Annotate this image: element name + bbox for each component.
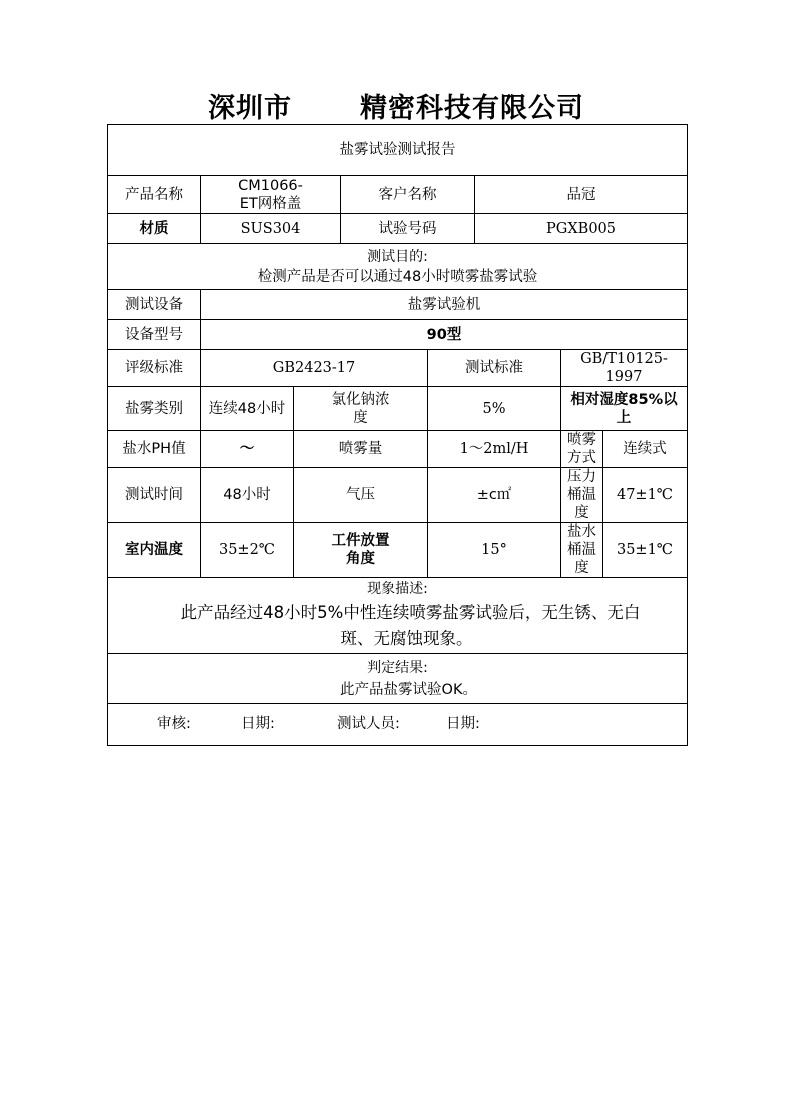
nacl-label-line2: 度 xyxy=(353,409,368,426)
pressure-bucket-temp-label xyxy=(561,468,603,523)
bucket-label-line2: 度 xyxy=(574,505,589,521)
description-section xyxy=(108,578,688,654)
workpiece-angle-value: 15° xyxy=(428,523,561,578)
customer-label: 客户名称 xyxy=(341,176,475,214)
angle-label-line1: 工件放置 xyxy=(331,533,390,549)
salt-label-line1: 盐水桶温 xyxy=(567,524,596,558)
material-label: 材质 xyxy=(108,214,201,244)
result-text: 此产品盐雾试验OK。 xyxy=(340,681,477,698)
description-label: 现象描述: xyxy=(367,580,428,597)
spray-type-label: 盐雾类别 xyxy=(108,387,201,431)
purpose-label: 测试目的: xyxy=(367,248,428,265)
nacl-concentration-value: 5% xyxy=(428,387,561,431)
nacl-concentration-label xyxy=(294,387,428,431)
pressure-bucket-temp-value: 47±1℃ xyxy=(603,468,688,523)
grading-label: 评级标准 xyxy=(108,350,201,387)
spray-volume-label: 喷雾量 xyxy=(294,431,428,468)
purpose-text: 检测产品是否可以通过48小时喷雾盐雾试验 xyxy=(257,268,538,285)
description-text xyxy=(111,598,684,652)
company-prefix: 深圳市 xyxy=(208,93,292,124)
result-label: 判定结果: xyxy=(367,659,428,676)
salt-bucket-temp-value: 35±1℃ xyxy=(603,523,688,578)
pressure-value: ±c㎡ xyxy=(428,468,561,523)
tester-date-label: 日期: xyxy=(446,715,480,732)
bucket-label-line1: 压力桶温 xyxy=(567,469,596,503)
ph-label: 盐水PH值 xyxy=(108,431,201,468)
spray-type-value: 连续48小时 xyxy=(201,387,294,431)
spray-method-label: 喷雾方式 xyxy=(561,431,603,468)
purpose-section xyxy=(108,244,688,290)
salt-label-line2: 度 xyxy=(574,560,589,576)
model-value: 90型 xyxy=(201,320,688,350)
spray-method-value: 连续式 xyxy=(603,431,688,468)
test-no-value: PGXB005 xyxy=(475,214,688,244)
result-section xyxy=(108,654,688,704)
spray-volume-value: 1～2ml/H xyxy=(428,431,561,468)
nacl-label-line1: 氯化钠浓 xyxy=(331,391,390,408)
workpiece-angle-label xyxy=(294,523,428,578)
company-suffix: 精密科技有限公司 xyxy=(360,93,584,124)
ph-value: ～ xyxy=(201,431,294,468)
pressure-label: 气压 xyxy=(294,468,428,523)
description-line2: 斑、无腐蚀现象。 xyxy=(340,628,473,648)
tester-label: 测试人员: xyxy=(337,715,400,732)
salt-bucket-temp-label xyxy=(561,523,603,578)
signature-section xyxy=(108,704,688,746)
room-temp-value: 35±2℃ xyxy=(201,523,294,578)
test-time-label: 测试时间 xyxy=(108,468,201,523)
equipment-value: 盐雾试验机 xyxy=(201,290,688,320)
room-temp-label: 室内温度 xyxy=(108,523,201,578)
customer-value: 品冠 xyxy=(475,176,688,214)
material-value: SUS304 xyxy=(201,214,341,244)
product-name-line2: ET网格盖 xyxy=(239,195,302,212)
test-time-value: 48小时 xyxy=(201,468,294,523)
humidity-value: 相对湿度85%以上 xyxy=(561,387,688,431)
company-name xyxy=(0,86,792,125)
test-standard-value: GB/T10125-1997 xyxy=(561,350,688,387)
review-date-label: 日期: xyxy=(241,715,275,732)
description-line1: 此产品经过48小时5%中性连续喷雾盐雾试验后，无生锈、无白 xyxy=(180,602,641,622)
model-label: 设备型号 xyxy=(108,320,201,350)
test-no-label: 试验号码 xyxy=(341,214,475,244)
salt-spray-report-table xyxy=(107,124,688,746)
test-standard-label: 测试标准 xyxy=(428,350,561,387)
report-title: 盐雾试验测试报告 xyxy=(108,125,688,176)
product-name-line1: CM1066- xyxy=(238,177,303,194)
product-name-value xyxy=(201,176,341,214)
equipment-label: 测试设备 xyxy=(108,290,201,320)
angle-label-line2: 角度 xyxy=(346,551,375,567)
product-name-label: 产品名称 xyxy=(108,176,201,214)
review-label: 审核: xyxy=(157,715,191,732)
grading-value: GB2423-17 xyxy=(201,350,428,387)
